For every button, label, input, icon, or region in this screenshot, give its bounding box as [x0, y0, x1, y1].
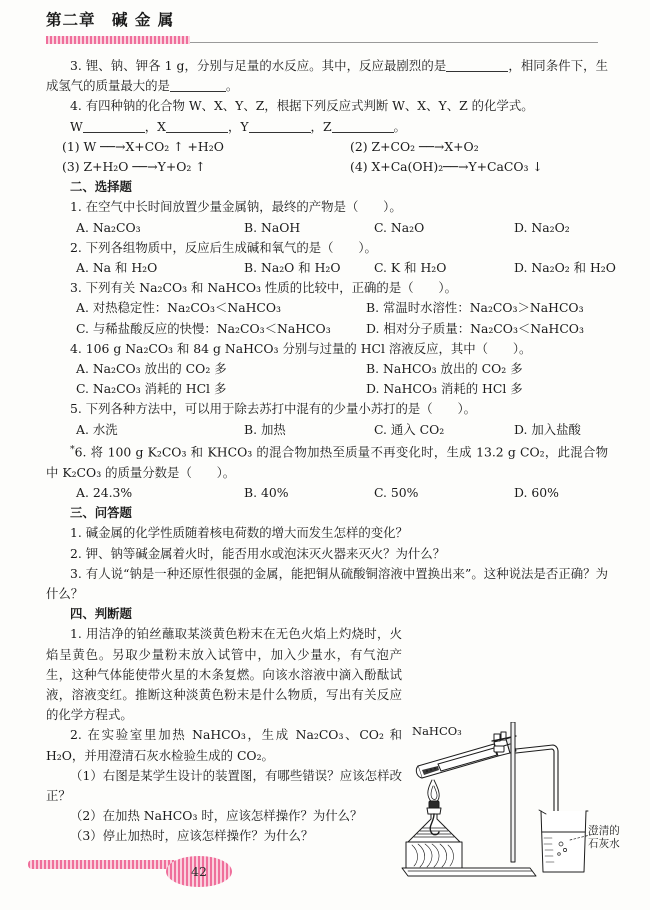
option-a[interactable]: A. Na₂CO₃ [76, 219, 141, 235]
question-4-answer-line: W ，X ，Y ，Z 。 [70, 118, 406, 134]
equation-2: (2) Z+CO₂ ──→X+O₂ [350, 138, 479, 154]
essay-question-1: 1. 碱金属的化学性质随着核电荷数的增大而发生怎样的变化？ [70, 525, 408, 541]
option-a[interactable]: A. Na₂CO₃ 放出的 CO₂ 多 [76, 361, 227, 377]
equation-3: (3) Z+H₂O ──→Y+O₂ ↑ [62, 159, 206, 175]
footer-stripe-decoration [28, 860, 176, 869]
page-footer [28, 856, 628, 904]
chapter-title: 第二章 碱 金 属 [46, 11, 175, 29]
choice-question-5-options [46, 420, 608, 440]
answer-blank-x[interactable] [166, 119, 228, 133]
choice-question-1-stem: 1. 在空气中长时间放置少量金属钠，最终的产物是（ ）。 [70, 199, 402, 215]
answer-blank-y[interactable] [249, 119, 311, 133]
choice-question-6-options [46, 483, 608, 503]
option-d[interactable]: D. Na₂O₂ 和 H₂O [514, 260, 616, 276]
header-stripe-decoration [46, 36, 190, 44]
header-rule [46, 36, 598, 45]
section-heading-2: 二、选择题 [70, 179, 132, 195]
question-3-text-a: 3. 锂、钠、钾各 1 g，分别与足量的水反应。其中，反应最剧烈的是 [70, 58, 447, 73]
essay-question-2: 2. 钾、钠等碱金属着火时，能否用水或泡沫灭火器来灭火？为什么？ [70, 545, 446, 561]
option-c[interactable]: C. 50% [374, 484, 419, 500]
choice-question-6-stem [46, 440, 608, 483]
choice-question-2-stem: 2. 下列各组物质中，反应后生成碱和氧气的是（ ）。 [70, 239, 377, 255]
choice-question-2-options [46, 258, 616, 278]
page-number-badge [166, 856, 232, 887]
choice-question-6-stem-text: 6. 将 100 g K₂CO₃ 和 KHCO₃ 的混合物加热至质量不再变化时，生成 13.2 g CO₂，此混合物中 K₂CO₃ 的质量分数是（ ）。 [46, 444, 608, 480]
choice-question-3-options-row-1 [46, 298, 608, 318]
option-c[interactable]: C. K 和 H₂O [374, 260, 447, 276]
option-b[interactable]: B. 加热 [244, 421, 286, 437]
option-b[interactable]: B. NaHCO₃ 放出的 CO₂ 多 [366, 361, 523, 377]
header-divider-line [190, 42, 598, 43]
page-number: 42 [191, 864, 207, 879]
choice-question-1-options [46, 218, 608, 238]
option-c[interactable]: C. Na₂CO₃ 消耗的 HCl 多 [76, 381, 227, 397]
figure-label-limewater [588, 825, 620, 851]
test-tube-icon [416, 744, 498, 778]
answer-label-y: Y [240, 118, 249, 134]
equation-1: (1) W ──→X+CO₂ ↑ +H₂O [62, 138, 224, 154]
option-b[interactable]: B. 40% [244, 484, 289, 500]
choice-question-4-options-row-1 [46, 359, 608, 379]
option-b[interactable]: B. NaOH [244, 219, 301, 235]
alcohol-lamp-icon [408, 801, 460, 842]
option-c[interactable]: C. 通入 CO₂ [374, 421, 445, 437]
question-4-equation-row-1 [46, 137, 608, 157]
option-b[interactable]: B. 常温时水溶性：Na₂CO₃＞NaHCO₃ [366, 300, 584, 316]
question-3-text-b: ，相同条件下，生成氢气的质量最大的是 [46, 58, 609, 94]
option-d[interactable]: D. Na₂O₂ [514, 219, 570, 235]
answer-blank-z[interactable] [332, 119, 394, 133]
option-d[interactable]: D. 相对分子质量：Na₂CO₃＜NaHCO₃ [366, 320, 584, 336]
figure-label-limewater-line-2: 石灰水 [588, 838, 620, 850]
section-4-body [46, 624, 402, 846]
question-4-stem: 4. 有四种钠的化合物 W、X、Y、Z，根据下列反应式判断 W、X、Y、Z 的化学式。 [70, 98, 534, 114]
option-a[interactable]: A. 水洗 [76, 421, 118, 437]
choice-question-4-stem: 4. 106 g Na₂CO₃ 和 84 g NaHCO₃ 分别与过量的 HCl 溶液反应，其中（ ）。 [70, 340, 532, 356]
option-d[interactable]: D. 加入盐酸 [514, 421, 581, 437]
figure-label-nahco3: NaHCO₃ [412, 724, 462, 738]
question-3-blank-2[interactable] [170, 78, 226, 92]
answer-line-end: 。 [393, 118, 406, 134]
figure-label-limewater-line-1: 澄清的 [588, 825, 620, 837]
judgement-question-1: 1. 用洁净的铂丝蘸取某淡黄色粉末在无色火焰上灼烧时，火焰呈黄色。另取少量粉末放入试管中，加入少量水，有气泡产生，这种气体能使带火星的木条复燃。向该水溶液中滴入酚酞试液，溶液变红。推断这种淡黄色粉末是什么物质，写出有关反应的化学方程式。 [46, 626, 402, 723]
page-header [46, 8, 606, 45]
section-heading-3: 三、问答题 [70, 505, 132, 521]
option-c[interactable]: C. 与稀盐酸反应的快慢：Na₂CO₃＜NaHCO₃ [76, 320, 331, 336]
flame-icon [428, 780, 439, 802]
answer-label-z: Z [322, 118, 332, 134]
option-a[interactable]: A. 对热稳定性：Na₂CO₃＜NaHCO₃ [76, 300, 282, 316]
judgement-question-2-sub-1: （1）右图是某学生设计的装置图，有哪些错误？应该怎样改正？ [46, 767, 402, 803]
judgement-question-2-sub-2: （2）在加热 NaHCO₃ 时，应该怎样操作？为什么？ [70, 808, 363, 824]
choice-question-4-options-row-2 [46, 379, 608, 399]
choice-question-5-stem: 5. 下列各种方法中，可以用于除去苏打中混有的少量小苏打的是（ ）。 [70, 401, 477, 417]
option-a[interactable]: A. Na 和 H₂O [76, 260, 158, 276]
option-d[interactable]: D. 60% [514, 484, 559, 500]
option-b[interactable]: B. Na₂O 和 H₂O [244, 260, 341, 276]
question-3-blank-1[interactable] [446, 58, 508, 72]
question-4-equation-row-2 [46, 157, 608, 177]
equation-4: (4) X+Ca(OH)₂──→Y+CaCO₃ ↓ [350, 159, 543, 175]
essay-question-3: 3. 有人说“钠是一种还原性很强的金属，能把铜从硫酸铜溶液中置换出来”。这种说法是否正确？为什么？ [46, 565, 608, 601]
option-a[interactable]: A. 24.3% [76, 484, 133, 500]
choice-question-3-options-row-2 [46, 319, 608, 339]
section-heading-4: 四、判断题 [70, 606, 132, 622]
answer-blank-w[interactable] [83, 119, 145, 133]
answer-label-w: W [70, 118, 83, 134]
option-d[interactable]: D. NaHCO₃ 消耗的 HCl 多 [366, 381, 523, 397]
judgement-question-2-sub-3: （3）停止加热时，应该怎样操作？为什么？ [70, 828, 314, 844]
stand-rod-icon [511, 722, 515, 862]
answer-label-x: X [157, 118, 166, 134]
option-c[interactable]: C. Na₂O [374, 219, 425, 235]
question-3 [46, 56, 608, 96]
choice-question-3-stem: 3. 下列有关 Na₂CO₃ 和 NaHCO₃ 性质的比较中，正确的是（ ）。 [70, 280, 457, 296]
starred-item-marker: * [70, 443, 75, 455]
question-3-text-c: 。 [225, 78, 239, 94]
judgement-question-2-stem: 2. 在实验室里加热 NaHCO₃，生成 Na₂CO₃、CO₂ 和 H₂O，并用澄清石灰水检验生成的 CO₂。 [46, 727, 402, 763]
